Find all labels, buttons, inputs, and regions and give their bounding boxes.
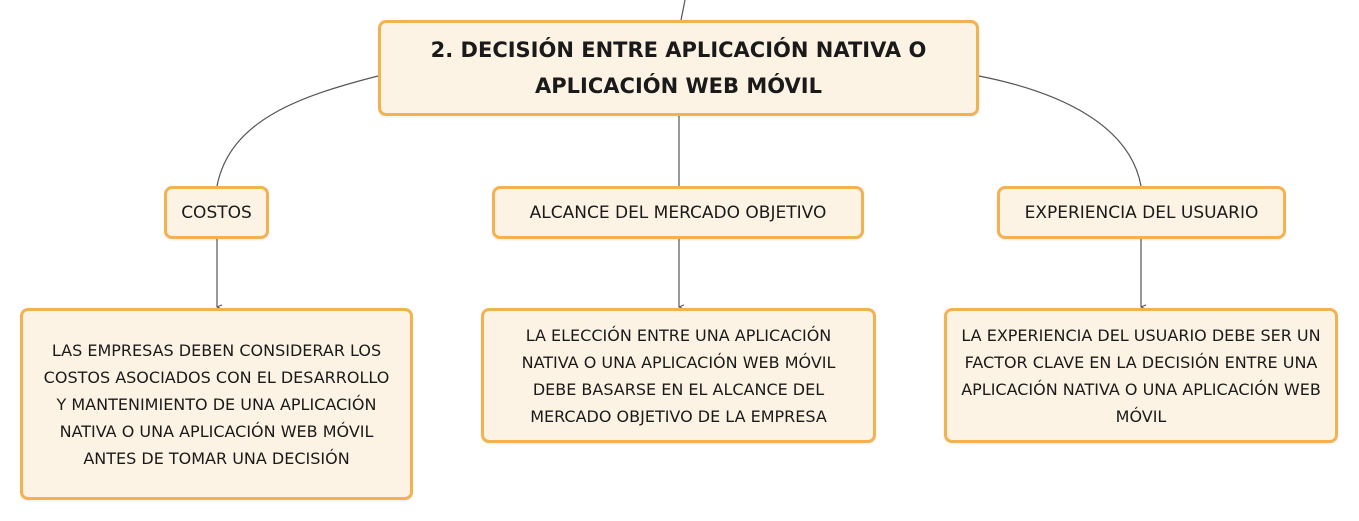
branch-label-alcance: ALCANCE DEL MERCADO OBJETIVO [529,202,827,223]
detail-node-alcance[interactable] [481,308,876,443]
branch-label-experiencia: EXPERIENCIA DEL USUARIO [1024,202,1259,223]
detail-node-experiencia[interactable] [944,308,1338,443]
branch-node-experiencia[interactable] [997,186,1286,239]
connector-incoming [681,0,685,20]
detail-text-costos: LAS EMPRESAS DEBEN CONSIDERAR LOS COSTOS ASOCIADOS CON EL DESARROLLO Y MANTENIMIENTO DE UNA APLICACIÓN NATIVA O UNA APLICACIÓN WEB MÓVIL ANTES DE TOMAR UNA DECISIÓN [43,340,390,468]
connector-main-to-experiencia [979,76,1141,186]
branch-node-alcance[interactable] [492,186,864,239]
detail-node-costos[interactable] [20,308,413,500]
detail-text-alcance: LA ELECCIÓN ENTRE UNA APLICACIÓN NATIVA O UNA APLICACIÓN WEB MÓVIL DEBE BASARSE EN EL ALCANCE DEL MERCADO OBJETIVO DE LA EMPRESA [521,325,836,426]
branch-label-costos: COSTOS [181,202,252,223]
detail-text-experiencia: LA EXPERIENCIA DEL USUARIO DEBE SER UN FACTOR CLAVE EN LA DECISIÓN ENTRE UNA APLICACIÓN NATIVA O UNA APLICACIÓN WEB MÓVIL [961,325,1321,426]
connector-main-to-costos [217,76,378,186]
main-topic-label: 2. DECISIÓN ENTRE APLICACIÓN NATIVA O APLICACIÓN WEB MÓVIL [430,38,927,98]
main-topic-node[interactable] [378,20,979,116]
branch-node-costos[interactable] [164,186,269,239]
